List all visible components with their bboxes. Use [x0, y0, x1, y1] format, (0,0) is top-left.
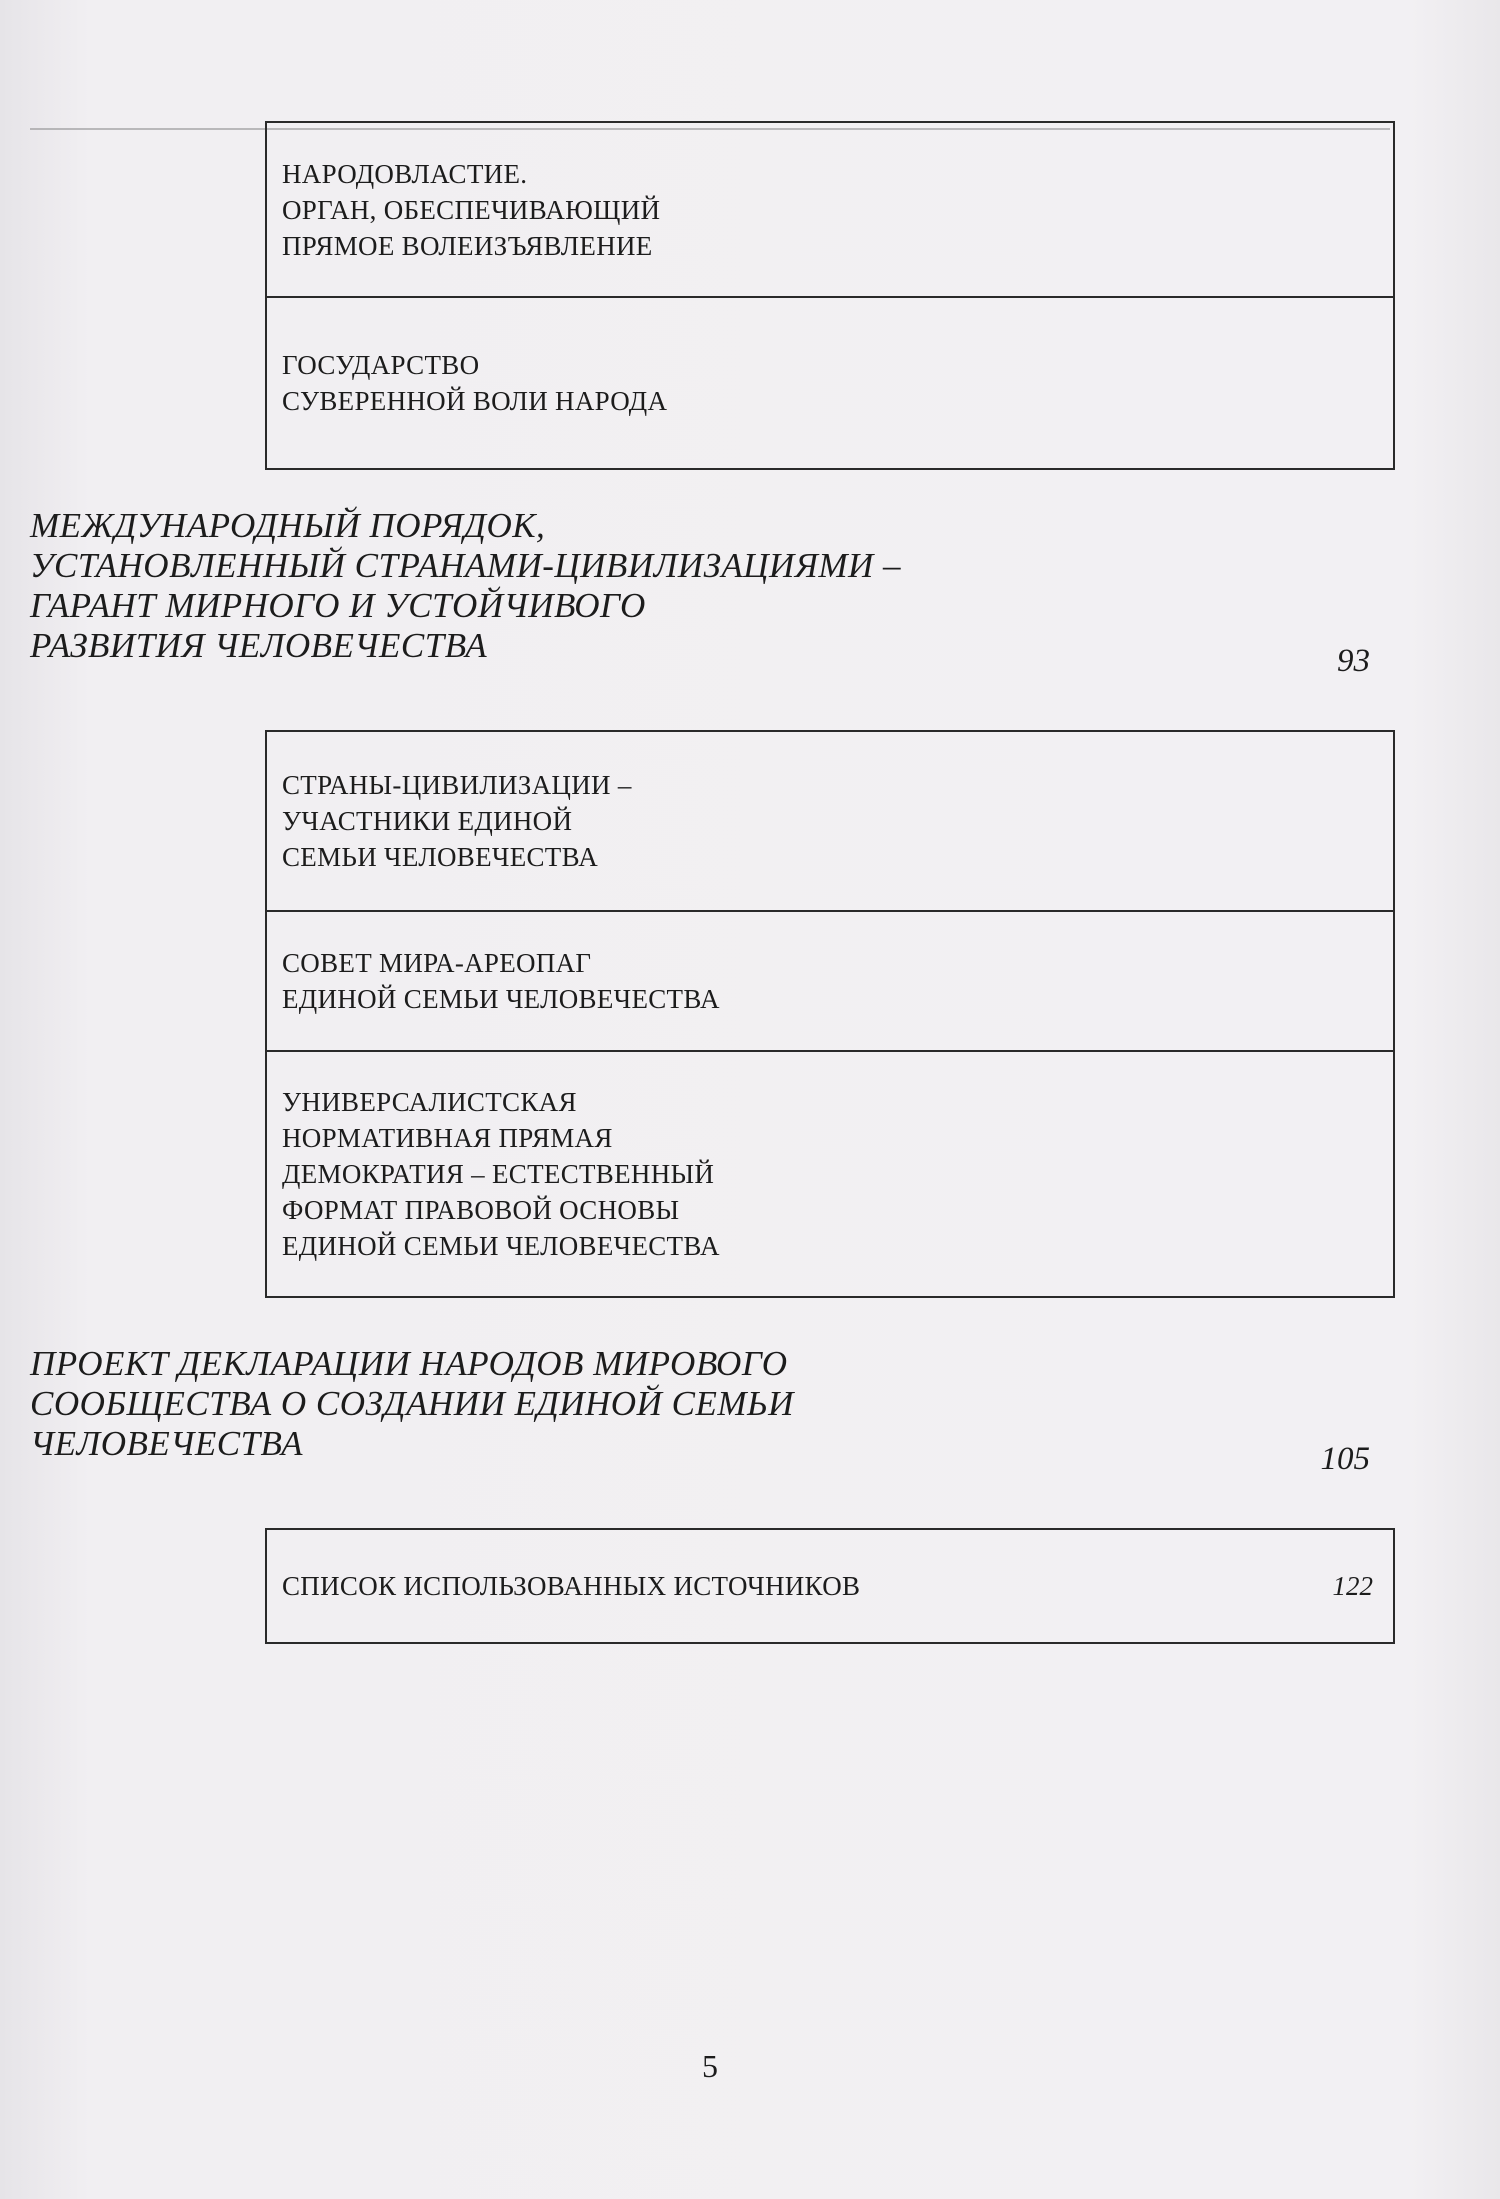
toc-box-1: [265, 121, 1395, 470]
toc-entry-sources[interactable]: [267, 1530, 1393, 1642]
toc-entry-lines: [282, 945, 720, 1017]
section-page-number: 93: [1337, 643, 1370, 679]
toc-line: ПРЯМОЕ ВОЛЕИЗЪЯВЛЕНИЕ: [282, 230, 653, 261]
toc-line: ЕДИНОЙ СЕМЬИ ЧЕЛОВЕЧЕСТВА: [282, 984, 720, 1014]
toc-line: СТРАНЫ-ЦИВИЛИЗАЦИИ –: [282, 770, 632, 800]
toc-box-2: [265, 730, 1395, 1298]
toc-entry-universalistskaya[interactable]: [267, 1052, 1393, 1296]
toc-entry-lines: [282, 767, 632, 875]
section-heading-line: ЧЕЛОВЕЧЕСТВА: [30, 1424, 303, 1463]
toc-section-proekt-deklaratsii[interactable]: [30, 1344, 1370, 1480]
section-heading-line: УСТАНОВЛЕННЫЙ СТРАНАМИ-ЦИВИЛИЗАЦИЯМИ –: [30, 546, 902, 585]
toc-line: СОВЕТ МИРА-АРЕОПАГ: [282, 948, 592, 978]
toc-line: ФОРМАТ ПРАВОВОЙ ОСНОВЫ: [282, 1195, 680, 1225]
section-heading-line: ПРОЕКТ ДЕКЛАРАЦИИ НАРОДОВ МИРОВОГО: [30, 1344, 788, 1383]
toc-entry-lines: [282, 156, 660, 264]
section-heading-line: СООБЩЕСТВА О СОЗДАНИИ ЕДИНОЙ СЕМЬИ: [30, 1384, 794, 1423]
sources-page-number: 122: [1332, 1570, 1373, 1601]
toc-section-mezhdunarodny-poryadok[interactable]: [30, 506, 1370, 682]
toc-line: СЕМЬИ ЧЕЛОВЕЧЕСТВА: [282, 842, 599, 872]
toc-entry-sovet-mira[interactable]: [267, 912, 1393, 1052]
section-heading-line: РАЗВИТИЯ ЧЕЛОВЕЧЕСТВА: [30, 626, 488, 665]
toc-line: НАРОДОВЛАСТИЕ.: [282, 158, 528, 189]
toc-line: СУВЕРЕННОЙ ВОЛИ НАРОДА: [282, 386, 668, 416]
toc-line: НОРМАТИВНАЯ ПРЯМАЯ: [282, 1123, 613, 1153]
toc-line: ГОСУДАРСТВО: [282, 350, 480, 380]
toc-line: ДЕМОКРАТИЯ – ЕСТЕСТВЕННЫЙ: [282, 1159, 715, 1189]
toc-line: ЕДИНОЙ СЕМЬИ ЧЕЛОВЕЧЕСТВА: [282, 1231, 720, 1261]
section-heading-line: МЕЖДУНАРОДНЫЙ ПОРЯДОК,: [30, 506, 546, 545]
sources-label: СПИСОК ИСПОЛЬЗОВАННЫХ ИСТОЧНИКОВ: [282, 1570, 861, 1601]
toc-line: ОРГАН, ОБЕСПЕЧИВАЮЩИЙ: [282, 194, 661, 225]
section-heading-line: ГАРАНТ МИРНОГО И УСТОЙЧИВОГО: [30, 586, 646, 625]
toc-line: УЧАСТНИКИ ЕДИНОЙ: [282, 806, 573, 836]
sources-row: [282, 1571, 1373, 1602]
page-number: 5: [702, 2048, 718, 2084]
toc-entry-narodovlastie[interactable]: [267, 123, 1393, 298]
section-heading: [30, 1344, 1370, 1464]
toc-entry-lines: [282, 347, 667, 419]
section-page-number: 105: [1320, 1441, 1370, 1477]
section-heading: [30, 506, 1370, 666]
toc-entry-strany-tsivilizatsii[interactable]: [267, 732, 1393, 912]
toc-entry-gosudarstvo[interactable]: [267, 298, 1393, 468]
toc-line: УНИВЕРСАЛИСТСКАЯ: [282, 1087, 577, 1117]
toc-entry-lines: [282, 1084, 720, 1264]
toc-box-sources: [265, 1528, 1395, 1644]
